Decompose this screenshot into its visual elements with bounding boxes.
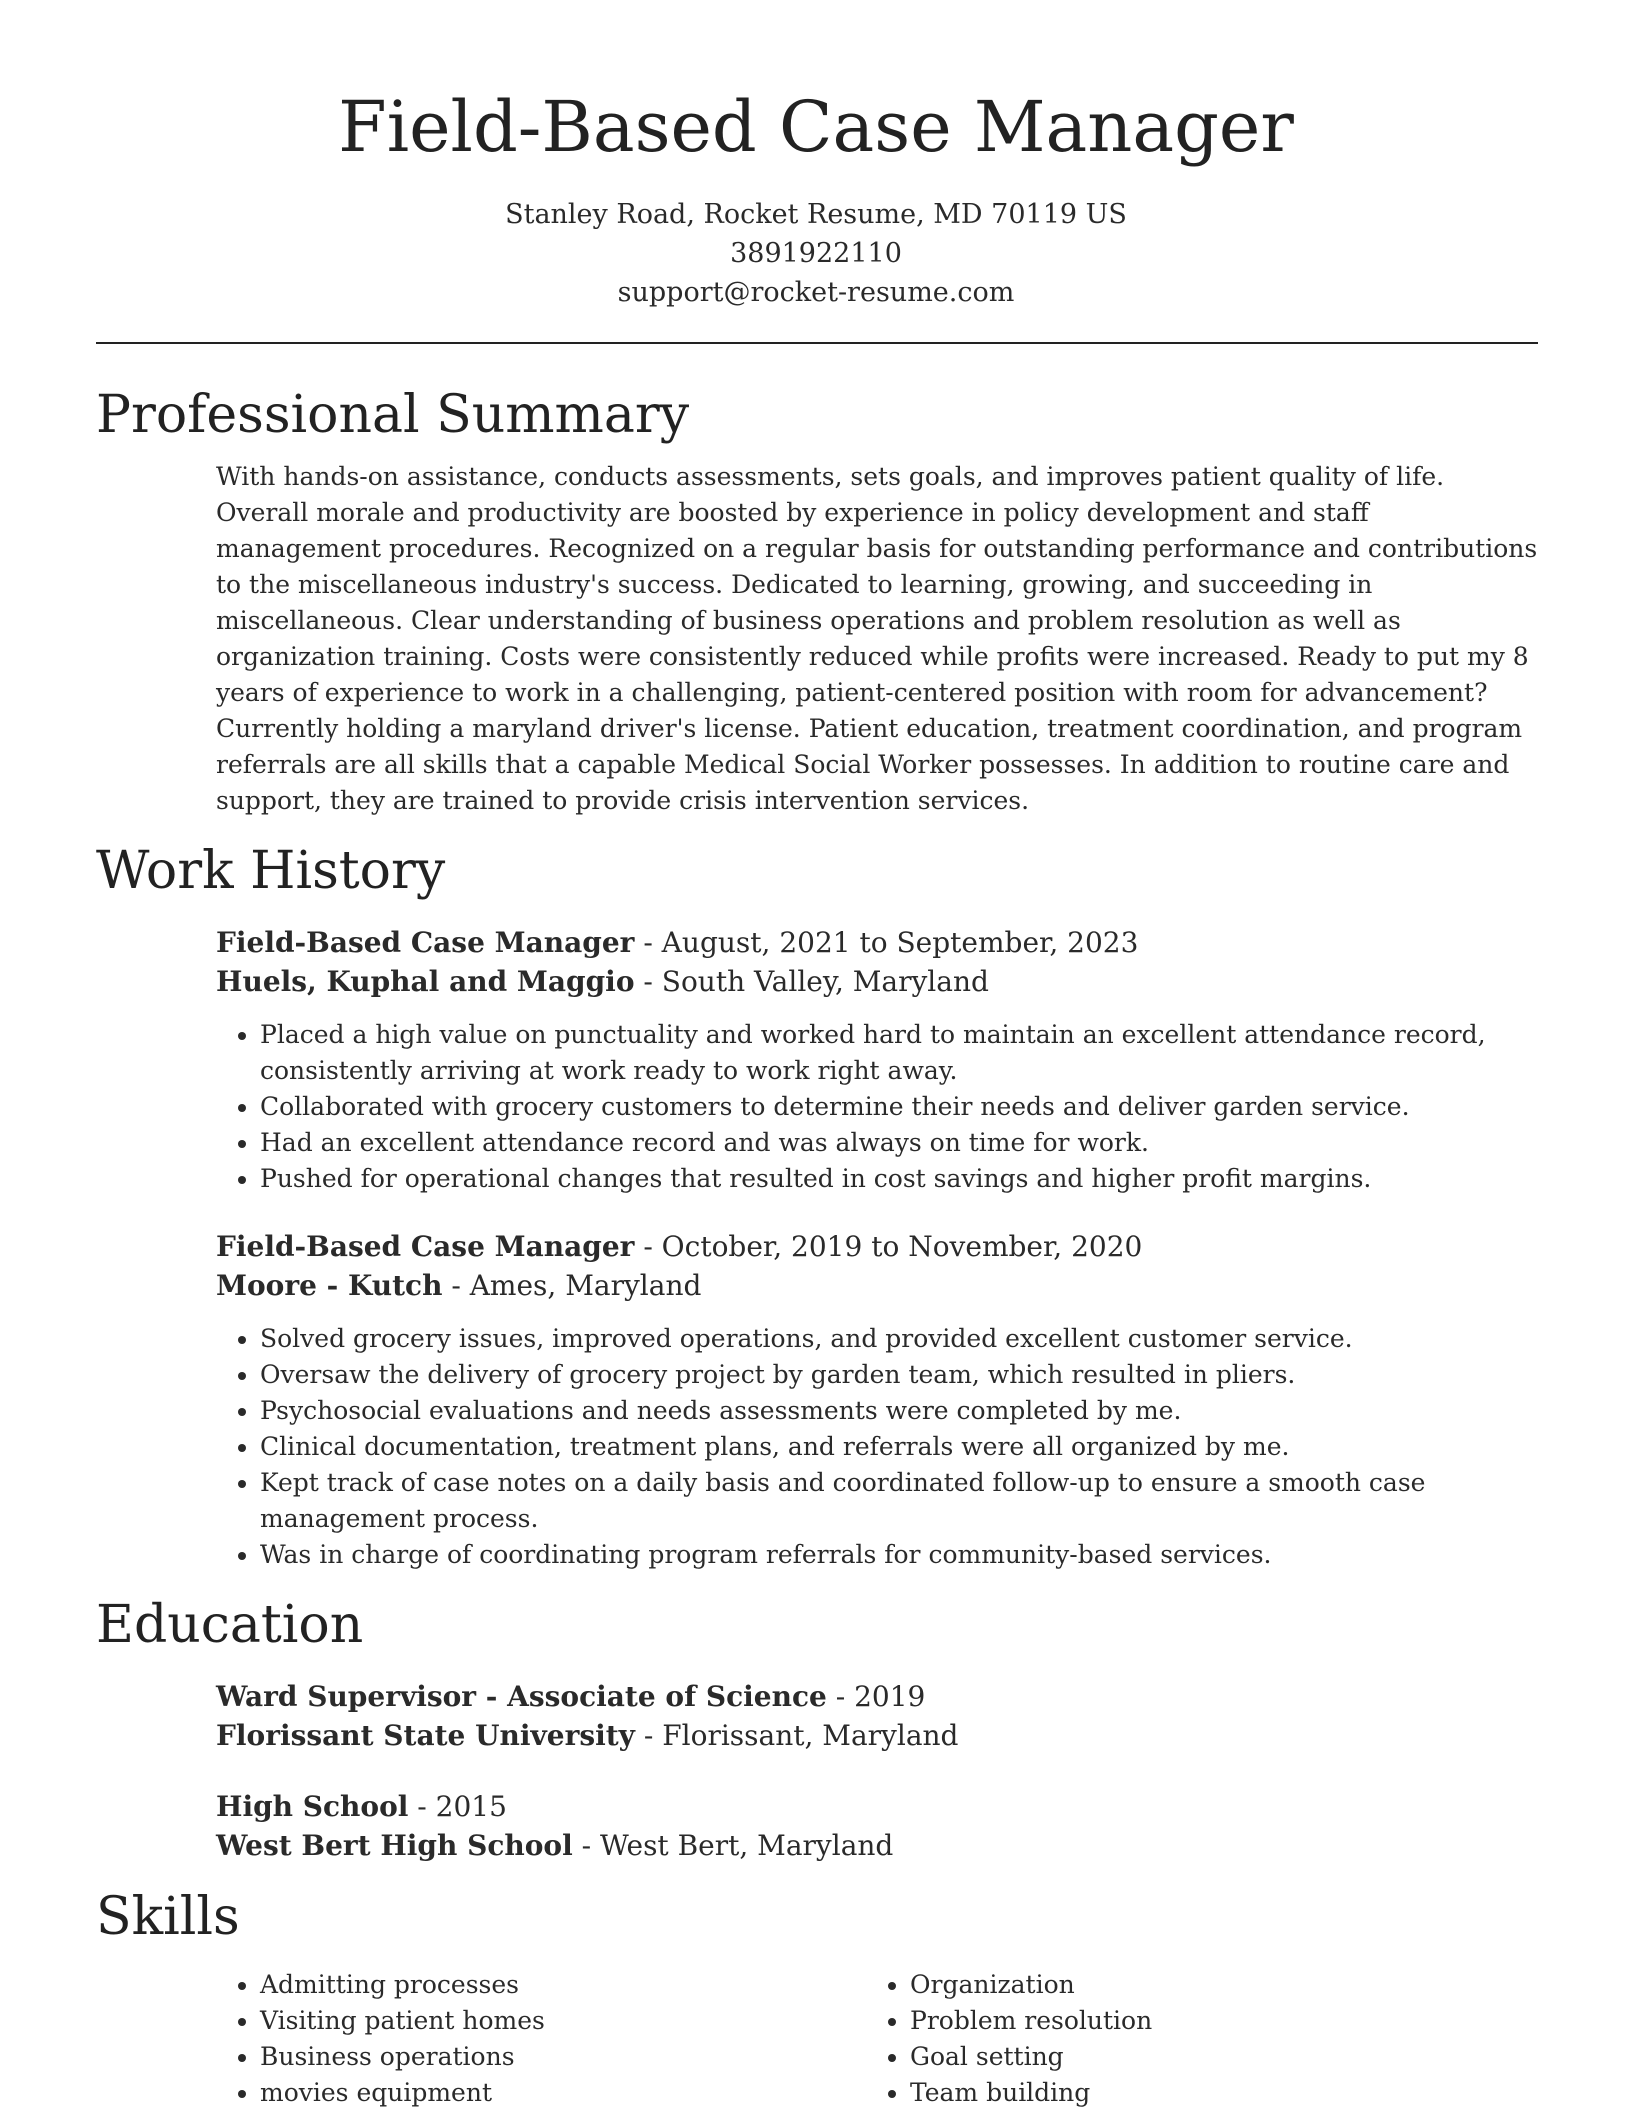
education-school: West Bert High School: [216, 1829, 573, 1862]
job-bullet: • Psychosocial evaluations and needs assessments were completed by me.: [260, 1393, 1538, 1429]
job-bullet: • Oversaw the delivery of grocery project by garden team, which resulted in pliers.: [260, 1357, 1538, 1393]
education-location: - West Bert, Maryland: [572, 1829, 894, 1862]
skill-item: • movies equipment: [260, 2075, 866, 2111]
job-bullet: • Clinical documentation, treatment plans, and referrals were all organized by me.: [260, 1429, 1538, 1465]
job-dates: - October, 2019 to November, 2020: [634, 1230, 1143, 1263]
education-location: - Florissant, Maryland: [634, 1719, 959, 1752]
resume-content: [96, 377, 1538, 2111]
job-role: Field-Based Case Manager: [216, 926, 635, 959]
skill-item: • Team building: [910, 2075, 1516, 2111]
skills-column-left: [216, 1967, 866, 2111]
job-bullet: • Kept track of case notes on a daily basis and coordinated follow-up to ensure a smooth case management process.: [260, 1465, 1538, 1537]
skill-item: • Visiting patient homes: [260, 2003, 866, 2039]
education-year: - 2019: [826, 1680, 926, 1713]
contact-block: [0, 195, 1632, 312]
job-bullet: • Solved grocery issues, improved operations, and provided excellent customer service.: [260, 1321, 1538, 1357]
job-title-line: [216, 1227, 1538, 1266]
skills-section: [96, 1879, 1538, 2111]
job-company: Moore - Kutch: [216, 1269, 443, 1302]
education-entry: [216, 1787, 1538, 1865]
skill-item: • Goal setting: [910, 2039, 1516, 2075]
job-bullet: • Placed a high value on punctuality and worked hard to maintain an excellent attendance record, consistently arriving at work ready to work right away.: [260, 1017, 1538, 1089]
skills-column-right: [866, 1967, 1516, 2111]
job-company: Huels, Kuphal and Maggio: [216, 965, 635, 998]
job-title-line: [216, 923, 1538, 962]
education-title: Education: [96, 1595, 364, 1655]
candidate-name: Field-Based Case Manager: [338, 86, 1294, 168]
summary-text: With hands-on assistance, conducts assessments, sets goals, and improves patient quality of life. Overall morale and productivity are boosted by experience in policy development and staff management procedures. Recognized on a regular basis for outstanding performance and contributions to the miscellaneous industry's success. Dedicated to learning, growing, and succeeding in miscellaneous. Clear understanding of business operations and problem resolution as well as organization training. Costs were consistently reduced while profits were increased. Ready to put my 8 years of experience to work in a challenging, patient-centered position with room for advancement? Currently holding a maryland driver's license. Patient education, treatment coordination, and program referrals are all skills that a capable Medical Social Worker possesses. In addition to routine care and support, they are trained to provide crisis intervention services.: [216, 462, 1538, 815]
job-bullets: [216, 1321, 1538, 1573]
work-history-section: [96, 833, 1538, 1573]
job-bullet: • Was in charge of coordinating program referrals for community-based services.: [260, 1537, 1538, 1573]
education-field: High School: [216, 1790, 409, 1823]
education-school-line: [216, 1826, 1538, 1865]
education-degree-line: [216, 1787, 1538, 1826]
summary-title: Professional Summary: [96, 385, 690, 445]
education-school: Florissant State University: [216, 1719, 635, 1752]
education-field: Ward Supervisor: [216, 1680, 477, 1713]
contact-address: Stanley Road, Rocket Resume, MD 70119 US: [505, 199, 1127, 230]
resume-header: [0, 0, 1632, 312]
summary-section: [96, 377, 1538, 819]
skill-item: • Business operations: [260, 2039, 866, 2075]
skill-item: • Problem resolution: [910, 2003, 1516, 2039]
skill-item: • Admitting processes: [260, 1967, 866, 2003]
contact-email: support@rocket-resume.com: [617, 277, 1015, 308]
education-school-line: [216, 1716, 1538, 1755]
job-location: - South Valley, Maryland: [634, 965, 989, 998]
job-bullets: [216, 1017, 1538, 1197]
job-role: Field-Based Case Manager: [216, 1230, 635, 1263]
job-bullet: • Had an excellent attendance record and was always on time for work.: [260, 1125, 1538, 1161]
skill-item: • Organization: [910, 1967, 1516, 2003]
job-entry: [216, 923, 1538, 1197]
header-divider: [96, 342, 1538, 344]
skills-title: Skills: [96, 1887, 240, 1947]
contact-phone: 3891922110: [730, 238, 902, 269]
job-company-line: [216, 962, 1538, 1001]
skills-grid: [216, 1967, 1538, 2111]
education-degree-line: [216, 1677, 1538, 1716]
work-history-title: Work History: [96, 841, 446, 901]
job-bullet: • Collaborated with grocery customers to determine their needs and deliver garden service.: [260, 1089, 1538, 1125]
job-location: - Ames, Maryland: [442, 1269, 702, 1302]
job-dates: - August, 2021 to September, 2023: [634, 926, 1139, 959]
job-bullet: • Pushed for operational changes that resulted in cost savings and higher profit margins.: [260, 1161, 1538, 1197]
education-year: - 2015: [408, 1790, 507, 1823]
job-entry: [216, 1227, 1538, 1573]
education-degree: - Associate of Science: [476, 1680, 827, 1713]
education-section: [96, 1587, 1538, 1865]
education-entry: [216, 1677, 1538, 1755]
job-company-line: [216, 1266, 1538, 1305]
